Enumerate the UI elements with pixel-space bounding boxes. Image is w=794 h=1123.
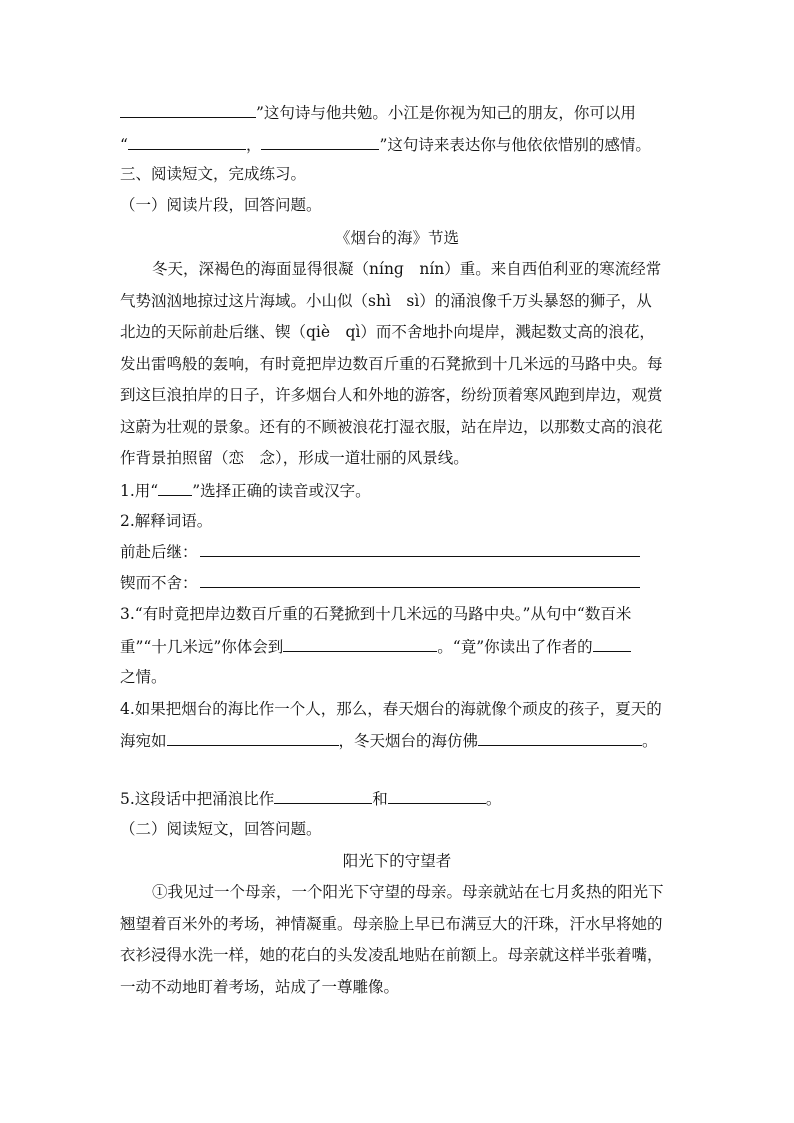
passage-1-line: 气势汹汹地掠过这片海域。小山似（shì sì）的涌浪像千万头暴怒的狮子，从 [120, 292, 652, 310]
answer-blank[interactable] [274, 788, 372, 804]
part-1-heading: （一）阅读片段，回答问题。 [120, 196, 322, 214]
top-line-2 [120, 134, 680, 155]
part-2-heading: （二）阅读短文，回答问题。 [120, 820, 322, 838]
question-5 [120, 788, 680, 809]
passage-2-title: 阳光下的守望者 [342, 852, 452, 870]
q5-text-b: 和 [372, 790, 388, 808]
answer-blank[interactable] [283, 636, 437, 652]
question-3-line-3: 之情。 [120, 668, 167, 686]
question-1 [120, 480, 680, 501]
q4-text-a: 海宛如 [120, 732, 167, 750]
question-3-line-1: 3.“有时竟把岸边数百斤重的石凳掀到十几米远的马路中央。”从句中“数百米 [120, 605, 632, 623]
passage-2-line: 一动不动地盯着考场，站成了一尊雕像。 [120, 978, 400, 996]
passage-1-line: 北边的天际前赴后继、锲（qiè qì）而不舍地扑向堤岸，溅起数丈高的浪花， [120, 323, 655, 341]
question-3-line-2 [120, 636, 680, 657]
q2-answer-line-2[interactable] [200, 587, 640, 588]
answer-blank[interactable] [167, 730, 339, 746]
open-quote: “ [120, 136, 128, 154]
answer-blank[interactable] [478, 730, 642, 746]
q2-term-2: 锲而不舍： [120, 574, 198, 592]
q3-text-a: 重”“十几米远”你体会到 [120, 638, 284, 656]
q2-answer-line-1[interactable] [200, 556, 640, 557]
comma: ， [245, 136, 262, 154]
q1-suffix: ”选择正确的读音或汉字。 [192, 482, 371, 500]
passage-1-line: 冬天，深褐色的海面显得很凝（nínɡ nín）重。来自西伯利亚的寒流经常 [152, 260, 662, 278]
q3-text-b: 。“竟”你读出了作者的 [437, 638, 593, 656]
question-2: 2.解释词语。 [120, 512, 213, 530]
passage-2-line: ①我见过一个母亲，一个阳光下守望的母亲。母亲就站在七月炙热的阳光下 [152, 883, 664, 901]
passage-1-line: 这蔚为壮观的景象。还有的不顾被浪花打湿衣服，站在岸边，以那数丈高的浪花 [120, 418, 663, 436]
q4-text-c: 。 [642, 732, 658, 750]
passage-1-line: 作背景拍照留（恋 念），形成一道壮丽的风景线。 [120, 449, 469, 467]
q2-term-1: 前赴后继： [120, 543, 198, 561]
answer-blank[interactable] [261, 134, 379, 150]
q5-text-c: 。 [485, 790, 502, 808]
passage-1-line: 发出雷鸣般的轰响，有时竟把岸边数百斤重的石凳掀到十几米远的马路中央。每 [120, 355, 663, 373]
q4-text-b: ，冬天烟台的海仿佛 [338, 732, 479, 750]
q5-text-a: 5.这段话中把涌浪比作 [120, 790, 275, 808]
question-4-line-1: 4.如果把烟台的海比作一个人，那么，春天烟台的海就像个顽皮的孩子，夏天的 [120, 700, 662, 718]
top-line-2-text: ”这句诗来表达你与他依依惜别的感情。 [379, 136, 651, 154]
passage-1-line: 到这巨浪拍岸的日子，许多烟台人和外地的游客，纷纷顶着寒风跑到岸边，观赏 [120, 386, 663, 404]
answer-blank[interactable] [593, 636, 631, 652]
passage-2-line: 衣衫浸得水洗一样，她的花白的头发凌乱地贴在前额上。母亲就这样半张着嘴， [120, 946, 663, 964]
answer-blank[interactable] [120, 102, 256, 118]
top-line-1 [120, 102, 680, 123]
answer-blank[interactable] [388, 788, 486, 804]
q1-prefix: 1.用“ [120, 482, 159, 500]
passage-1-title: 《烟台的海》节选 [334, 229, 459, 247]
answer-blank[interactable] [128, 134, 246, 150]
question-4-line-2 [120, 730, 680, 751]
section-3-heading: 三、阅读短文，完成练习。 [120, 165, 307, 183]
top-line-1-text: ”这句诗与他共勉。小江是你视为知己的朋友，你可以用 [256, 104, 636, 122]
passage-2-line: 翘望着百米外的考场，神情凝重。母亲脸上早已布满豆大的汗珠，汗水早将她的 [120, 915, 663, 933]
underline-mark [158, 480, 192, 496]
